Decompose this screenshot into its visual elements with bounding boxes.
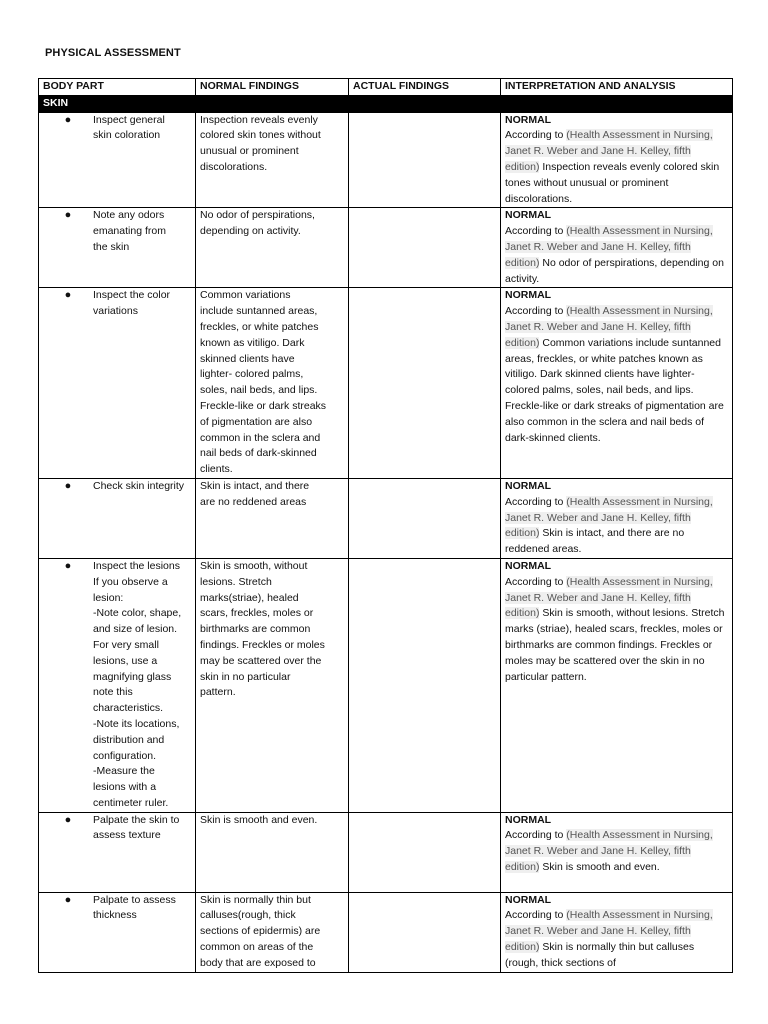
table-row <box>39 558 733 812</box>
normal-findings-text: Skin is smooth, without lesions. Stretch marks(striae), healed scars, freckles, moles or birthmarks are common findings. Freckles or moles may be scattered over the skin in no particular pattern. <box>200 559 325 699</box>
body-part-cell <box>39 112 196 208</box>
body-part-text: Palpate to assess thickness <box>93 893 176 922</box>
interpretation-cell <box>501 812 733 892</box>
page-title: PHYSICAL ASSESSMENT <box>45 47 181 59</box>
normal-findings-cell <box>196 812 349 892</box>
section-row <box>39 95 733 112</box>
actual-findings-cell[interactable] <box>349 288 501 479</box>
bullet-icon: ● <box>64 113 72 126</box>
body-part-cell <box>39 892 196 972</box>
analysis-text: No odor of perspirations, depending on activity. <box>505 256 724 285</box>
table-header-row <box>39 79 733 96</box>
table-row <box>39 208 733 288</box>
table-row <box>39 288 733 479</box>
body-part-text: Inspect the color variations <box>93 289 171 318</box>
analysis-text: Skin is smooth and even. <box>542 861 660 874</box>
normal-findings-text: Skin is smooth and even. <box>200 813 318 826</box>
header-actual-findings: ACTUAL FINDINGS <box>349 79 501 96</box>
normal-findings-cell <box>196 288 349 479</box>
body-part-cell <box>39 558 196 812</box>
verdict-label: NORMAL <box>505 479 552 492</box>
body-part-text: Inspect the lesions If you observe a lesion: -Note color, shape, and size of lesion. For very small lesions, use a magnifying glass note this characteristics. -Note its locations, distribution and configuration. -Measure the lesions with a centimeter ruler. <box>93 559 182 809</box>
analysis-text: Common variations include suntanned areas, freckles, or white patches known as vitiligo. Dark skinned clients have lighter- colored palms, soles, nail beds, and lips. Freckle-like or dark streaks of pigmentation are also common in the sclera and nail beds of dark-skinned clients. <box>505 336 724 444</box>
header-body-part: BODY PART <box>39 79 196 96</box>
actual-findings-cell[interactable] <box>349 112 501 208</box>
verdict-label: NORMAL <box>505 113 552 126</box>
citation-text: (Health Assessment in Nursing, Janet R. Weber and Jane H. Kelley, fifth edition) <box>505 225 713 269</box>
actual-findings-cell[interactable] <box>349 208 501 288</box>
body-part-cell <box>39 812 196 892</box>
body-part-text: Inspect general skin coloration <box>93 113 165 142</box>
table-row <box>39 812 733 892</box>
according-text: According to <box>505 129 564 142</box>
interpretation-cell <box>501 208 733 288</box>
bullet-icon: ● <box>64 893 72 906</box>
bullet-icon: ● <box>64 813 72 826</box>
according-text: According to <box>505 909 564 922</box>
citation-text: (Health Assessment in Nursing, Janet R. Weber and Jane H. Kelley, fifth edition) <box>505 909 713 954</box>
according-text: According to <box>505 575 564 588</box>
citation-text: (Health Assessment in Nursing, Janet R. Weber and Jane H. Kelley, fifth edition) <box>505 129 713 173</box>
body-part-text: Note any odors emanating from the skin <box>93 209 166 253</box>
body-part-text: Palpate the skin to assess texture <box>93 813 180 842</box>
interpretation-cell <box>501 892 733 972</box>
according-text: According to <box>505 225 564 238</box>
bullet-icon: ● <box>64 209 72 222</box>
assessment-table <box>38 78 733 973</box>
analysis-text: Skin is normally thin but calluses (rough, thick sections of <box>505 941 695 969</box>
interpretation-cell <box>501 112 733 208</box>
analysis-text: Inspection reveals evenly colored skin tones without unusual or prominent discolorations. <box>505 160 720 205</box>
citation-text: (Health Assessment in Nursing, Janet R. Weber and Jane H. Kelley, fifth edition) <box>505 829 713 874</box>
citation-text: (Health Assessment in Nursing, Janet R. Weber and Jane H. Kelley, fifth edition) <box>505 495 713 540</box>
normal-findings-cell <box>196 208 349 288</box>
actual-findings-cell[interactable] <box>349 812 501 892</box>
section-label: SKIN <box>39 95 733 112</box>
normal-findings-cell <box>196 478 349 558</box>
normal-findings-cell <box>196 558 349 812</box>
actual-findings-cell[interactable] <box>349 478 501 558</box>
verdict-label: NORMAL <box>505 893 552 906</box>
normal-findings-cell <box>196 112 349 208</box>
verdict-label: NORMAL <box>505 209 552 222</box>
body-part-cell <box>39 288 196 479</box>
table-row <box>39 112 733 208</box>
table-row <box>39 892 733 972</box>
normal-findings-text: Inspection reveals evenly colored skin tones without unusual or prominent discolorations. <box>200 113 321 173</box>
interpretation-cell <box>501 478 733 558</box>
bullet-icon: ● <box>64 559 72 572</box>
normal-findings-text: Skin is intact, and there are no reddened areas <box>200 479 310 508</box>
body-part-text: Check skin integrity <box>93 479 185 492</box>
table-row <box>39 478 733 558</box>
analysis-text: Skin is intact, and there are no reddened areas. <box>505 527 685 556</box>
body-part-cell <box>39 478 196 558</box>
interpretation-cell <box>501 558 733 812</box>
header-normal-findings: NORMAL FINDINGS <box>196 79 349 96</box>
normal-findings-cell <box>196 892 349 972</box>
according-text: According to <box>505 495 564 508</box>
bullet-icon: ● <box>64 289 72 302</box>
normal-findings-text: No odor of perspirations, depending on activity. <box>200 209 315 238</box>
citation-text: (Health Assessment in Nursing, Janet R. Weber and Jane H. Kelley, fifth edition) <box>505 575 713 620</box>
verdict-label: NORMAL <box>505 813 552 826</box>
according-text: According to <box>505 305 564 318</box>
verdict-label: NORMAL <box>505 289 552 302</box>
interpretation-cell <box>501 288 733 479</box>
body-part-cell <box>39 208 196 288</box>
actual-findings-cell[interactable] <box>349 558 501 812</box>
verdict-label: NORMAL <box>505 559 552 572</box>
header-interpretation: INTERPRETATION AND ANALYSIS <box>501 79 733 96</box>
actual-findings-cell[interactable] <box>349 892 501 972</box>
normal-findings-text: Common variations include suntanned areas, freckles, or white patches known as vitiligo. Dark skinned clients have lighter- colored palms, soles, nail beds, and lips. Freckle-like or dark streaks of pigmentation are also common in the sclera and nail beds of dark-skinned clients. <box>200 289 327 476</box>
analysis-text: Skin is smooth, without lesions. Stretch marks (striae), healed scars, freckles, moles or birthmarks are common findings. Freckles or moles may be scattered over the skin in no particular pattern. <box>505 607 725 683</box>
bullet-icon: ● <box>64 479 72 492</box>
according-text: According to <box>505 829 564 842</box>
normal-findings-text: Skin is normally thin but calluses(rough, thick sections of epidermis) are common on areas of the body that are exposed to <box>200 893 321 969</box>
citation-text: (Health Assessment in Nursing, Janet R. Weber and Jane H. Kelley, fifth edition) <box>505 305 713 349</box>
